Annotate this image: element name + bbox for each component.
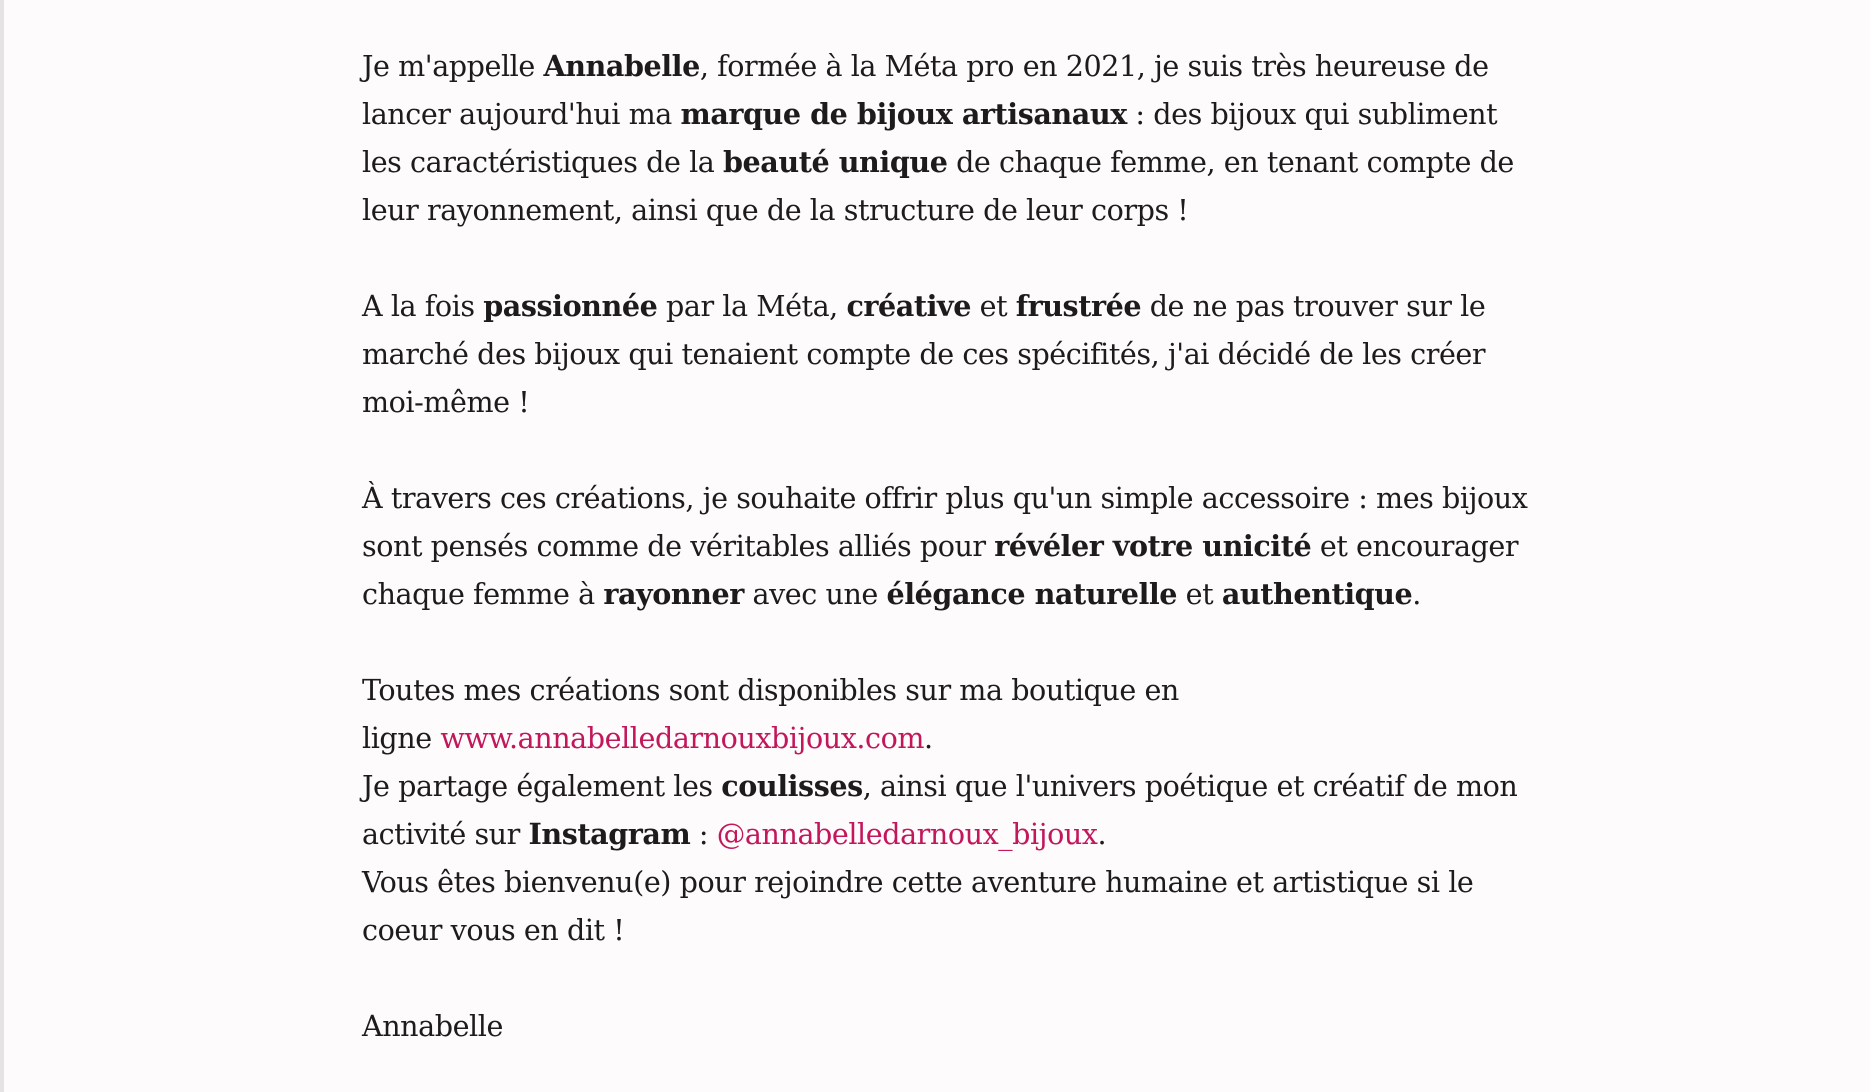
instagram-paragraph [362, 762, 1532, 858]
text-span: A la fois [362, 289, 484, 323]
bold-instagram: Instagram [528, 817, 691, 851]
passion-paragraph [362, 282, 1532, 426]
text-span: : des bijoux qui subliment les caractéristiques de la [362, 97, 1498, 179]
text-span: de ne pas trouver sur le marché des bijoux qui tenaient compte de ces spécifités, j'ai décidé de les créer moi-même ! [362, 289, 1486, 419]
bold-unicite: révéler votre unicité [994, 529, 1312, 563]
shop-link[interactable]: www.annabelledarnouxbijoux.com [440, 721, 925, 755]
text-span: : [690, 817, 717, 851]
instagram-link[interactable]: @annabelledarnoux_bijoux [716, 817, 1098, 851]
article-body [362, 42, 1532, 1050]
creations-paragraph [362, 474, 1532, 618]
text-span: . [1097, 817, 1107, 851]
intro-paragraph [362, 42, 1532, 234]
text-span: par la Méta, [657, 289, 847, 323]
text-span: À travers ces créations, je souhaite offrir plus qu'un simple accessoire : mes bijoux sont pensés comme de véritables alliés pour [362, 481, 1528, 563]
text-span: de chaque femme, en tenant compte de leur rayonnement, ainsi que de la structure de leur corps ! [362, 145, 1514, 227]
bold-authentique: authentique [1221, 577, 1413, 611]
text-span: et [1177, 577, 1222, 611]
bold-creative: créative [846, 289, 971, 323]
bold-rayonner: rayonner [603, 577, 744, 611]
shop-paragraph [362, 666, 1532, 762]
text-span: et [970, 289, 1016, 323]
text-span: , ainsi que l'univers poétique et créatif de mon activité sur [362, 769, 1518, 851]
text-span: ligne [362, 721, 441, 755]
bold-passionnee: passionnée [483, 289, 658, 323]
bold-beauty: beauté unique [723, 145, 948, 179]
bold-name: Annabelle [543, 49, 700, 83]
bold-elegance: élégance naturelle [886, 577, 1178, 611]
text-span: . [1412, 577, 1421, 611]
text-span: avec une [743, 577, 887, 611]
text-span: Je m'appelle [362, 49, 544, 83]
left-border [0, 0, 4, 1092]
text-span: Je partage également les [362, 769, 722, 803]
text-span: et encourager chaque femme à [362, 529, 1519, 611]
text-span: Vous êtes bienvenu(e) pour rejoindre cette aventure humaine et artistique si le coeur vous en dit ! [362, 865, 1474, 947]
text-span: . [924, 721, 933, 755]
text-span: , formée à la Méta pro en 2021, je suis très heureuse de lancer aujourd'hui ma [362, 49, 1489, 131]
bold-frustree: frustrée [1015, 289, 1142, 323]
bold-brand: marque de bijoux artisanaux [680, 97, 1127, 131]
signature: Annabelle [362, 1009, 503, 1043]
bold-coulisses: coulisses [721, 769, 863, 803]
welcome-paragraph [362, 858, 1532, 954]
text-span: Toutes mes créations sont disponibles sur ma boutique en [362, 673, 1179, 707]
